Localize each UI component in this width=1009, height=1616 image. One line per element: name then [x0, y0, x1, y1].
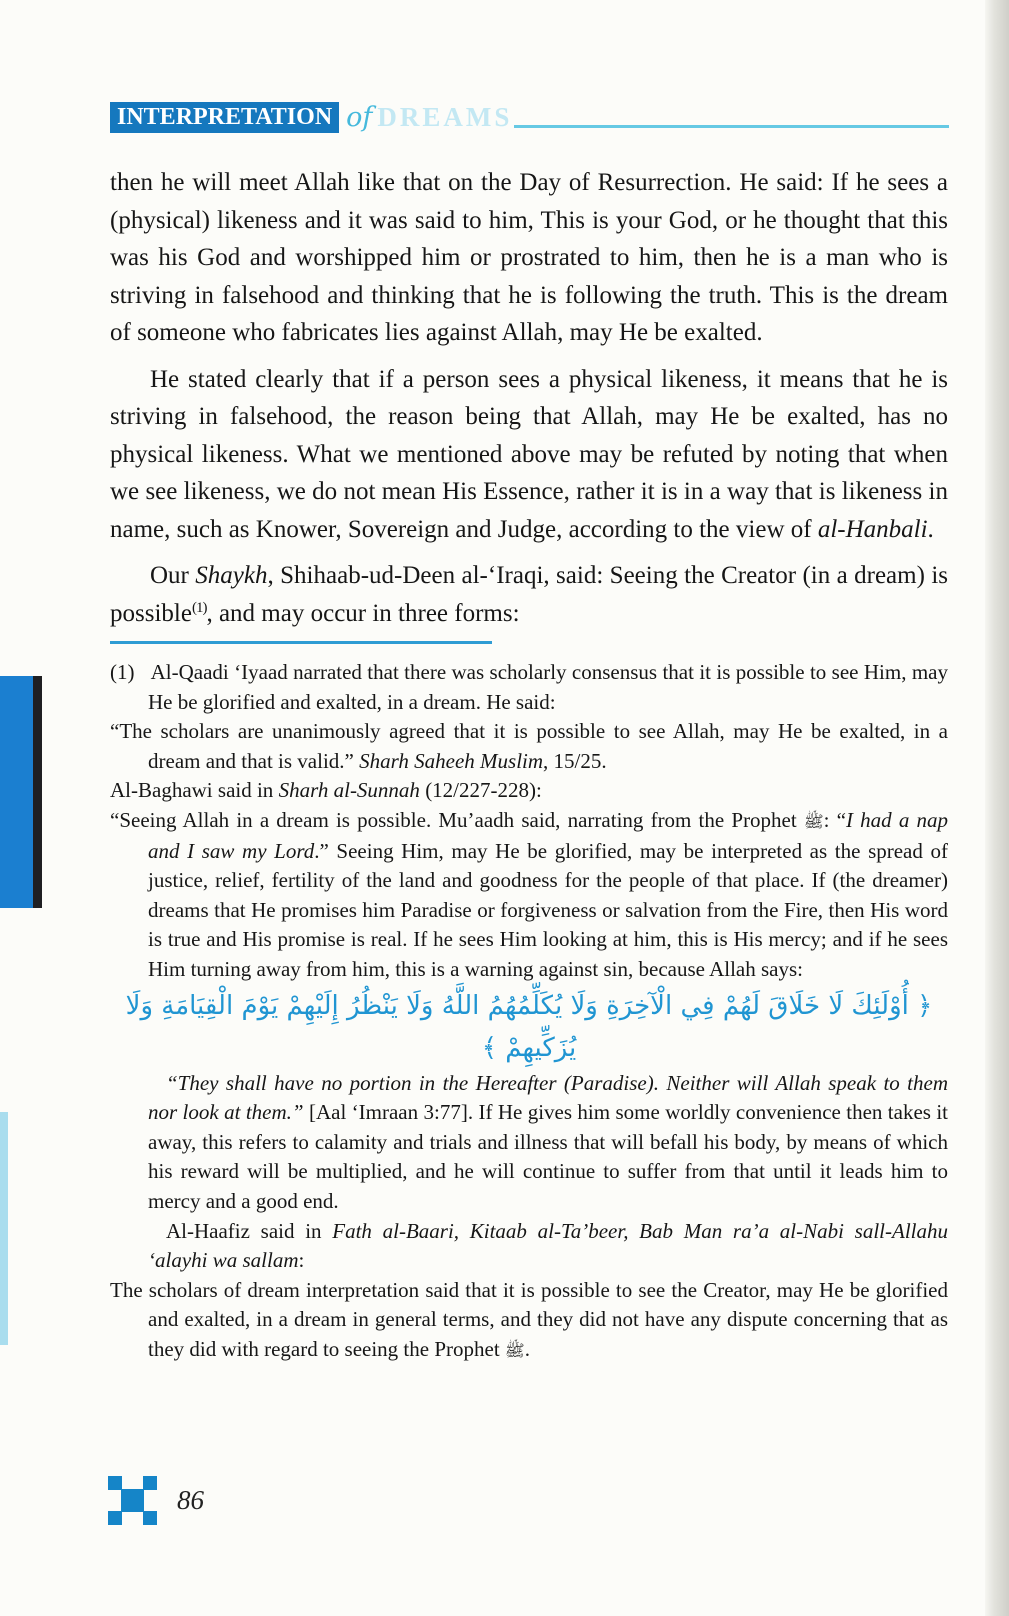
header-connector-of: of [346, 101, 373, 133]
seeing-allah-text-continued: .” Seeing Him, may He be glorified, may be interpreted as the spread of justice, relief, fertility of the land and goodness for the people of that place. If (the dreamer) dreams that He promises him Paradise or forgiveness or salvation from the Fire, then His word is true and His promise is real. If he sees Him looking at him, this is His mercy; and if he sees Him turning away from him, this is a warning against sin, because Allah says: [148, 838, 948, 981]
scholars-general-text: The scholars of dream interpretation said that it is possible to see the Creator, may He be glorified and exalted, in a dream in general terms, and they did not have any dispute concerning that as they did with regard to seeing the Prophet [110, 1277, 948, 1361]
scholars-general-period: . [524, 1336, 530, 1361]
hadith-quote-italic: I had a nap and I saw my Lord [148, 807, 948, 863]
paragraph-2 [110, 361, 948, 549]
quran-verse-arabic: ﴿ أُوْلَئِكَ لَا خَلَاقَ لَهُمْ فِي الْآخِرَةِ وَلَا يُكَلِّمُهُمُ اللَّهُ وَلَا يَنْظُرُ إِلَيْهِمْ يَوْمَ الْقِيَامَةِ وَلَا يُزَكِّيهِمْ ﴾ [125, 990, 933, 1063]
page-header [110, 100, 949, 134]
left-blue-bookmark-bar [0, 676, 33, 908]
verse-translation-italic: “They shall have no portion in the Hereafter (Paradise). Neither will Allah speak to them nor look at them.” [148, 1070, 948, 1125]
book-title-sharh-al-sunnah: Sharh al-Sunnah [278, 778, 420, 803]
footnote-separator-rule [110, 641, 492, 644]
footnote-verse-translation [110, 1069, 948, 1217]
ornament-square-top-right [143, 1476, 157, 1490]
footnote-seeing-allah [110, 806, 948, 985]
page-gutter-shadow [985, 0, 1009, 1616]
ornament-square-top-left [108, 1476, 122, 1490]
page-number: 86 [177, 1485, 204, 1515]
scholars-quote-ref: , 15/25. [543, 748, 607, 773]
footnote-section [110, 658, 948, 1365]
book-title-sharh-saheeh-muslim: Sharh Saheeh Muslim [359, 748, 544, 773]
paragraph-3-text: Our [150, 562, 196, 589]
footnote-baghawi [110, 776, 948, 806]
page-footer [108, 1476, 204, 1525]
seeing-allah-colon: : “ [823, 807, 846, 832]
paragraph-1-text: then he will meet Allah like that on the Day of Resurrection. He said: If he sees a (physical) likeness and it was said to him, This is your God, or he thought that this was his God and worshipped him or prostrated to him, then he is a man who is striving in falsehood and thinking that he is following the truth. This is the dream of someone who fabricates lies against Allah, may He be exalted. [110, 169, 948, 346]
book-title-fath-al-baari: Fath al-Baari, Kitaab al-Ta’beer, Bab Man ra’a al-Nabi sall-Allahu ‘alayhi wa sallam [148, 1218, 948, 1273]
term-shaykh: Shaykh [195, 562, 268, 589]
header-title-dreams: DREAMS [377, 101, 513, 132]
footnote-scholars-general [110, 1276, 948, 1366]
footnote-1 [110, 658, 948, 717]
paragraph-2-period: . [927, 515, 934, 543]
header-title-interpretation: INTERPRETATION [110, 102, 339, 133]
prophet-honorific-icon: ﷺ [504, 1340, 525, 1360]
ornament-square-center [121, 1489, 144, 1512]
footnote-scholars-quote [110, 717, 948, 776]
left-black-edge-bar [33, 676, 42, 908]
paragraph-1 [110, 164, 948, 352]
ornament-square-bottom-right [143, 1511, 157, 1525]
quincunx-ornament-icon [108, 1476, 157, 1525]
haafiz-text: Al-Haafiz said in [166, 1218, 333, 1243]
prophet-honorific-icon: ﷺ [803, 811, 824, 831]
paragraph-3-text-continued: , Shihaab-ud-Deen al-‘Iraqi, said: Seeing the Creator (in a dream) is possible [110, 562, 948, 627]
footnote-1-text: (1) Al-Qaadi ‘Iyaad narrated that there was scholarly consensus that it is possible to see Him, may He be glorified and exalted, in a dream. He said: [110, 660, 948, 714]
verse-translation-commentary: [Aal ‘Imraan 3:77]. If He gives him some worldly convenience then takes it away, this refers to calamity and trials and illness that will befall his body, by means of which his reward will be multiplied, and he will continue to suffer from that until it leads him to mercy and a good end. [148, 1100, 948, 1213]
footnote-reference-1: (1) [191, 599, 207, 616]
ornament-square-bottom-left [108, 1511, 122, 1525]
paragraph-3 [110, 557, 948, 632]
haafiz-colon: : [298, 1248, 305, 1273]
paragraph-3-text-end: , and may occur in three forms: [206, 599, 520, 627]
left-cyan-strip [0, 1112, 8, 1345]
header-rule [514, 125, 949, 128]
baghawi-text: Al-Baghawi said in [110, 778, 279, 803]
baghawi-ref: (12/227-228): [419, 778, 542, 803]
book-title-al-hanbali: al-Hanbali [817, 515, 928, 543]
footnote-haafiz [110, 1217, 948, 1276]
body-text [110, 164, 948, 1365]
seeing-allah-text: “Seeing Allah in a dream is possible. Mu’aadh said, narrating from the Prophet [110, 807, 804, 832]
scholars-quote-text: “The scholars are unanimously agreed that it is possible to see Allah, may He be exalted, in a dream and that is valid.” [110, 719, 948, 773]
paragraph-2-text: He stated clearly that if a person sees a physical likeness, it means that he is striving in falsehood, the reason being that Allah, may He be exalted, has no physical likeness. What we mentioned above may be refuted by noting that when we see likeness, we do not mean His Essence, rather it is in a way that is likeness in name, such as Knower, Sovereign and Judge, according to the view of [110, 365, 948, 543]
